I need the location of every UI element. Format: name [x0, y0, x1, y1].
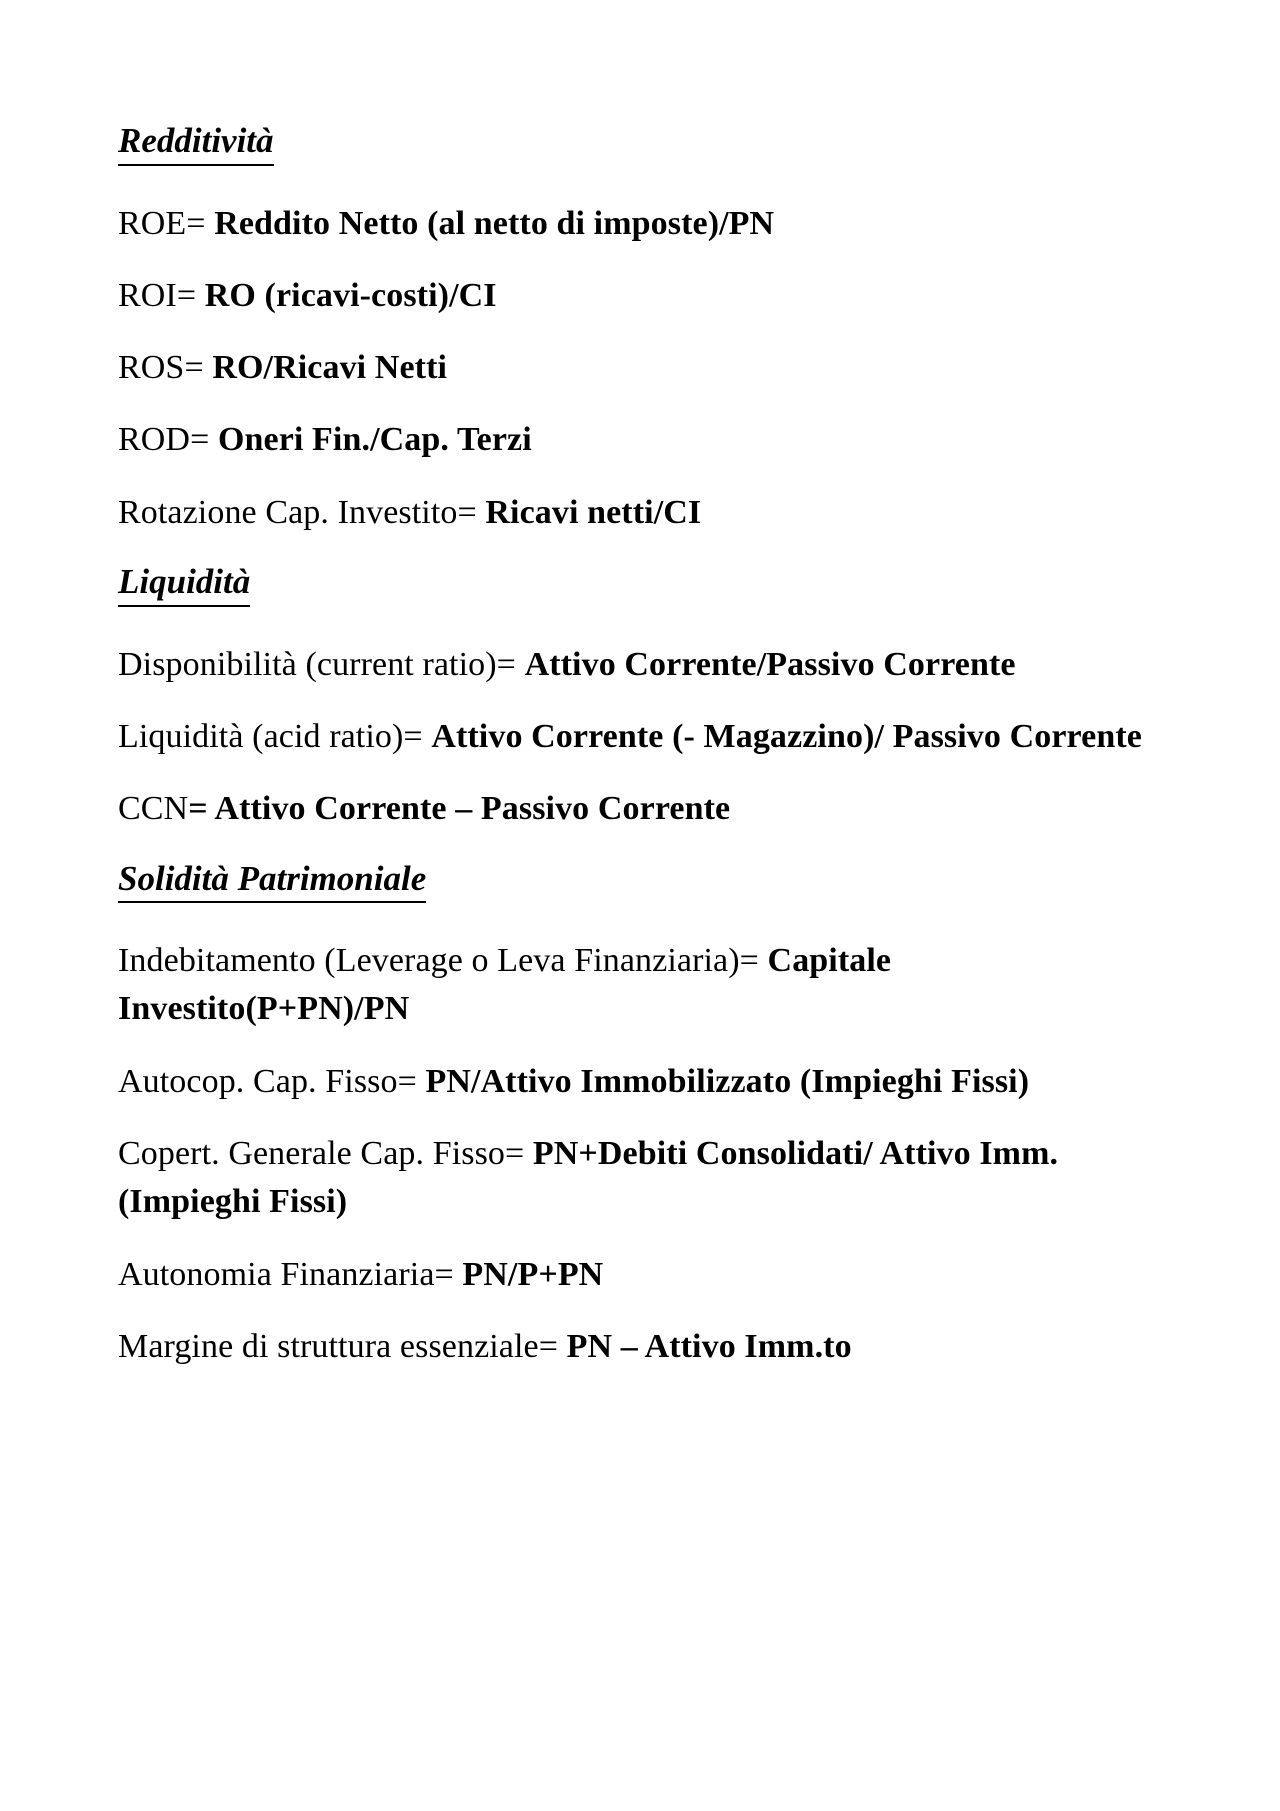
- section-heading-solidita-patrimoniale-wrap: [118, 858, 1148, 924]
- document-body: [118, 120, 1148, 1371]
- formula-ros-value: RO/Ricavi Netti: [212, 349, 448, 387]
- formula-roi-value: RO (ricavi-costi)/CI: [204, 276, 497, 314]
- formula-autonomia-finanziaria-label: Autonomia Finanziaria=: [118, 1255, 463, 1293]
- formula-roi: [118, 272, 1148, 320]
- section-heading-redditivita-wrap: [118, 120, 1148, 186]
- formula-indebitamento: [118, 937, 1148, 1034]
- formula-margine-di-struttura-essenziale: [118, 1323, 1148, 1371]
- formula-disponibilita-label: Disponibilità (current ratio)=: [118, 645, 525, 683]
- formula-indebitamento-value: Capitale Investito(P+PN)/PN: [118, 942, 892, 1028]
- formula-ccn-value: = Attivo Corrente – Passivo Corrente: [188, 790, 731, 828]
- section-heading-liquidita-wrap: [118, 561, 1148, 627]
- formula-liquidita-acid-ratio-value: Attivo Corrente (- Magazzino)/ Passivo Corrente: [431, 717, 1142, 755]
- formula-autonomia-finanziaria: [118, 1251, 1148, 1299]
- formula-roe: [118, 200, 1148, 248]
- formula-autocop-cap-fisso-value: PN/Attivo Immobilizzato (Impieghi Fissi): [425, 1062, 1030, 1100]
- formula-roe-value: Reddito Netto (al netto di imposte)/PN: [214, 204, 775, 242]
- section-heading-redditivita: Redditività: [118, 120, 274, 166]
- formula-autocop-cap-fisso-label: Autocop. Cap. Fisso=: [118, 1062, 426, 1100]
- section-heading-solidita-patrimoniale: Solidità Patrimoniale: [118, 858, 426, 904]
- formula-rod: [118, 416, 1148, 464]
- formula-disponibilita-value: Attivo Corrente/Passivo Corrente: [524, 645, 1016, 683]
- formula-copert-generale-cap-fisso-label: Copert. Generale Cap. Fisso=: [118, 1134, 533, 1172]
- formula-copert-generale-cap-fisso: [118, 1130, 1148, 1227]
- formula-autocop-cap-fisso: [118, 1058, 1148, 1106]
- formula-rod-label: ROD=: [118, 421, 218, 459]
- formula-rotazione-cap-investito-label: Rotazione Cap. Investito=: [118, 493, 486, 531]
- formula-disponibilita: [118, 641, 1148, 689]
- formula-ros-label: ROS=: [118, 349, 213, 387]
- formula-rotazione-cap-investito-value: Ricavi netti/CI: [485, 493, 702, 531]
- formula-ccn-label: CCN: [118, 790, 189, 828]
- formula-liquidita-acid-ratio-label: Liquidità (acid ratio)=: [118, 717, 432, 755]
- formula-margine-di-struttura-essenziale-label: Margine di struttura essenziale=: [118, 1327, 567, 1365]
- section-heading-liquidita: Liquidità: [118, 561, 250, 607]
- formula-liquidita-acid-ratio: [118, 713, 1148, 761]
- formula-autonomia-finanziaria-value: PN/P+PN: [462, 1255, 604, 1293]
- formula-ros: [118, 344, 1148, 392]
- formula-roi-label: ROI=: [118, 276, 205, 314]
- formula-indebitamento-label: Indebitamento (Leverage o Leva Finanziaria)=: [118, 942, 768, 980]
- formula-rod-value: Oneri Fin./Cap. Terzi: [217, 421, 532, 459]
- formula-rotazione-cap-investito: [118, 489, 1148, 537]
- formula-ccn: [118, 785, 1148, 833]
- formula-margine-di-struttura-essenziale-value: PN – Attivo Imm.to: [566, 1327, 852, 1365]
- formula-roe-label: ROE=: [118, 204, 215, 242]
- formula-copert-generale-cap-fisso-value: PN+Debiti Consolidati/ Attivo Imm. (Impieghi Fissi): [118, 1134, 1059, 1221]
